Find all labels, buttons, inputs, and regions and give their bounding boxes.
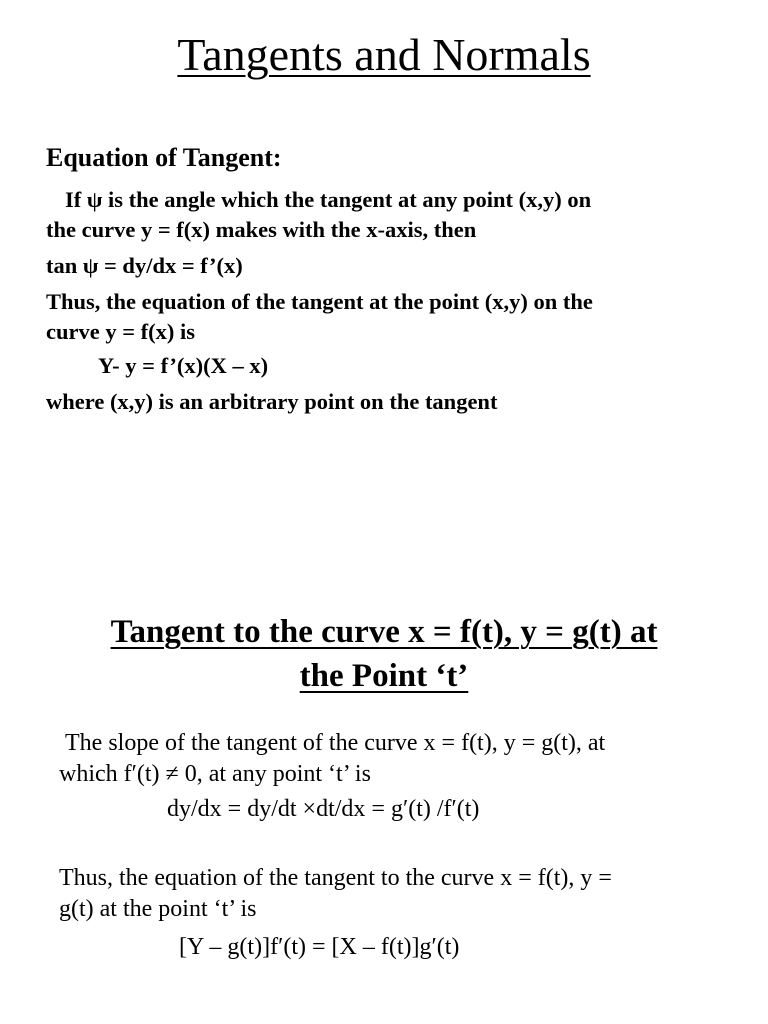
section-heading: Equation of Tangent:: [46, 143, 282, 172]
section-title: [0, 610, 768, 698]
section-title-line1: Tangent to the curve x = f(t), y = g(t) at: [110, 614, 658, 650]
text-line: where (x,y) is an arbitrary point on the tangent: [46, 389, 498, 414]
tangent-equation-section: [46, 143, 736, 417]
text-line: g(t) at the point ‘t’ is: [59, 896, 257, 922]
page-title: Tangents and Normals: [177, 29, 591, 80]
text-line: which f′(t) ≠ 0, at any point ‘t’ is: [59, 761, 371, 787]
text-line: Thus, the equation of the tangent to the curve x = f(t), y =: [59, 865, 612, 891]
formula-line: dy/dx = dy/dt ×dt/dx = g′(t) /f′(t): [167, 796, 480, 822]
text-line: Thus, the equation of the tangent at the point (x,y) on the: [46, 289, 593, 314]
parametric-tangent-section: [59, 728, 739, 963]
formula-line: Y- y = f’(x)(X – x): [98, 353, 269, 378]
section-title-line2: the Point ‘t’: [299, 658, 469, 694]
text-line: The slope of the tangent of the curve x = f(t), y = g(t), at: [65, 730, 606, 756]
text-line: If ψ is the angle which the tangent at any point (x,y) on: [65, 187, 592, 212]
text-line: curve y = f(x) is: [46, 319, 196, 344]
formula-line: [Y – g(t)]f′(t) = [X – f(t)]g′(t): [179, 934, 460, 960]
text-line: the curve y = f(x) makes with the x-axis, then: [46, 217, 477, 242]
formula-line: tan ψ = dy/dx = f’(x): [46, 253, 243, 278]
